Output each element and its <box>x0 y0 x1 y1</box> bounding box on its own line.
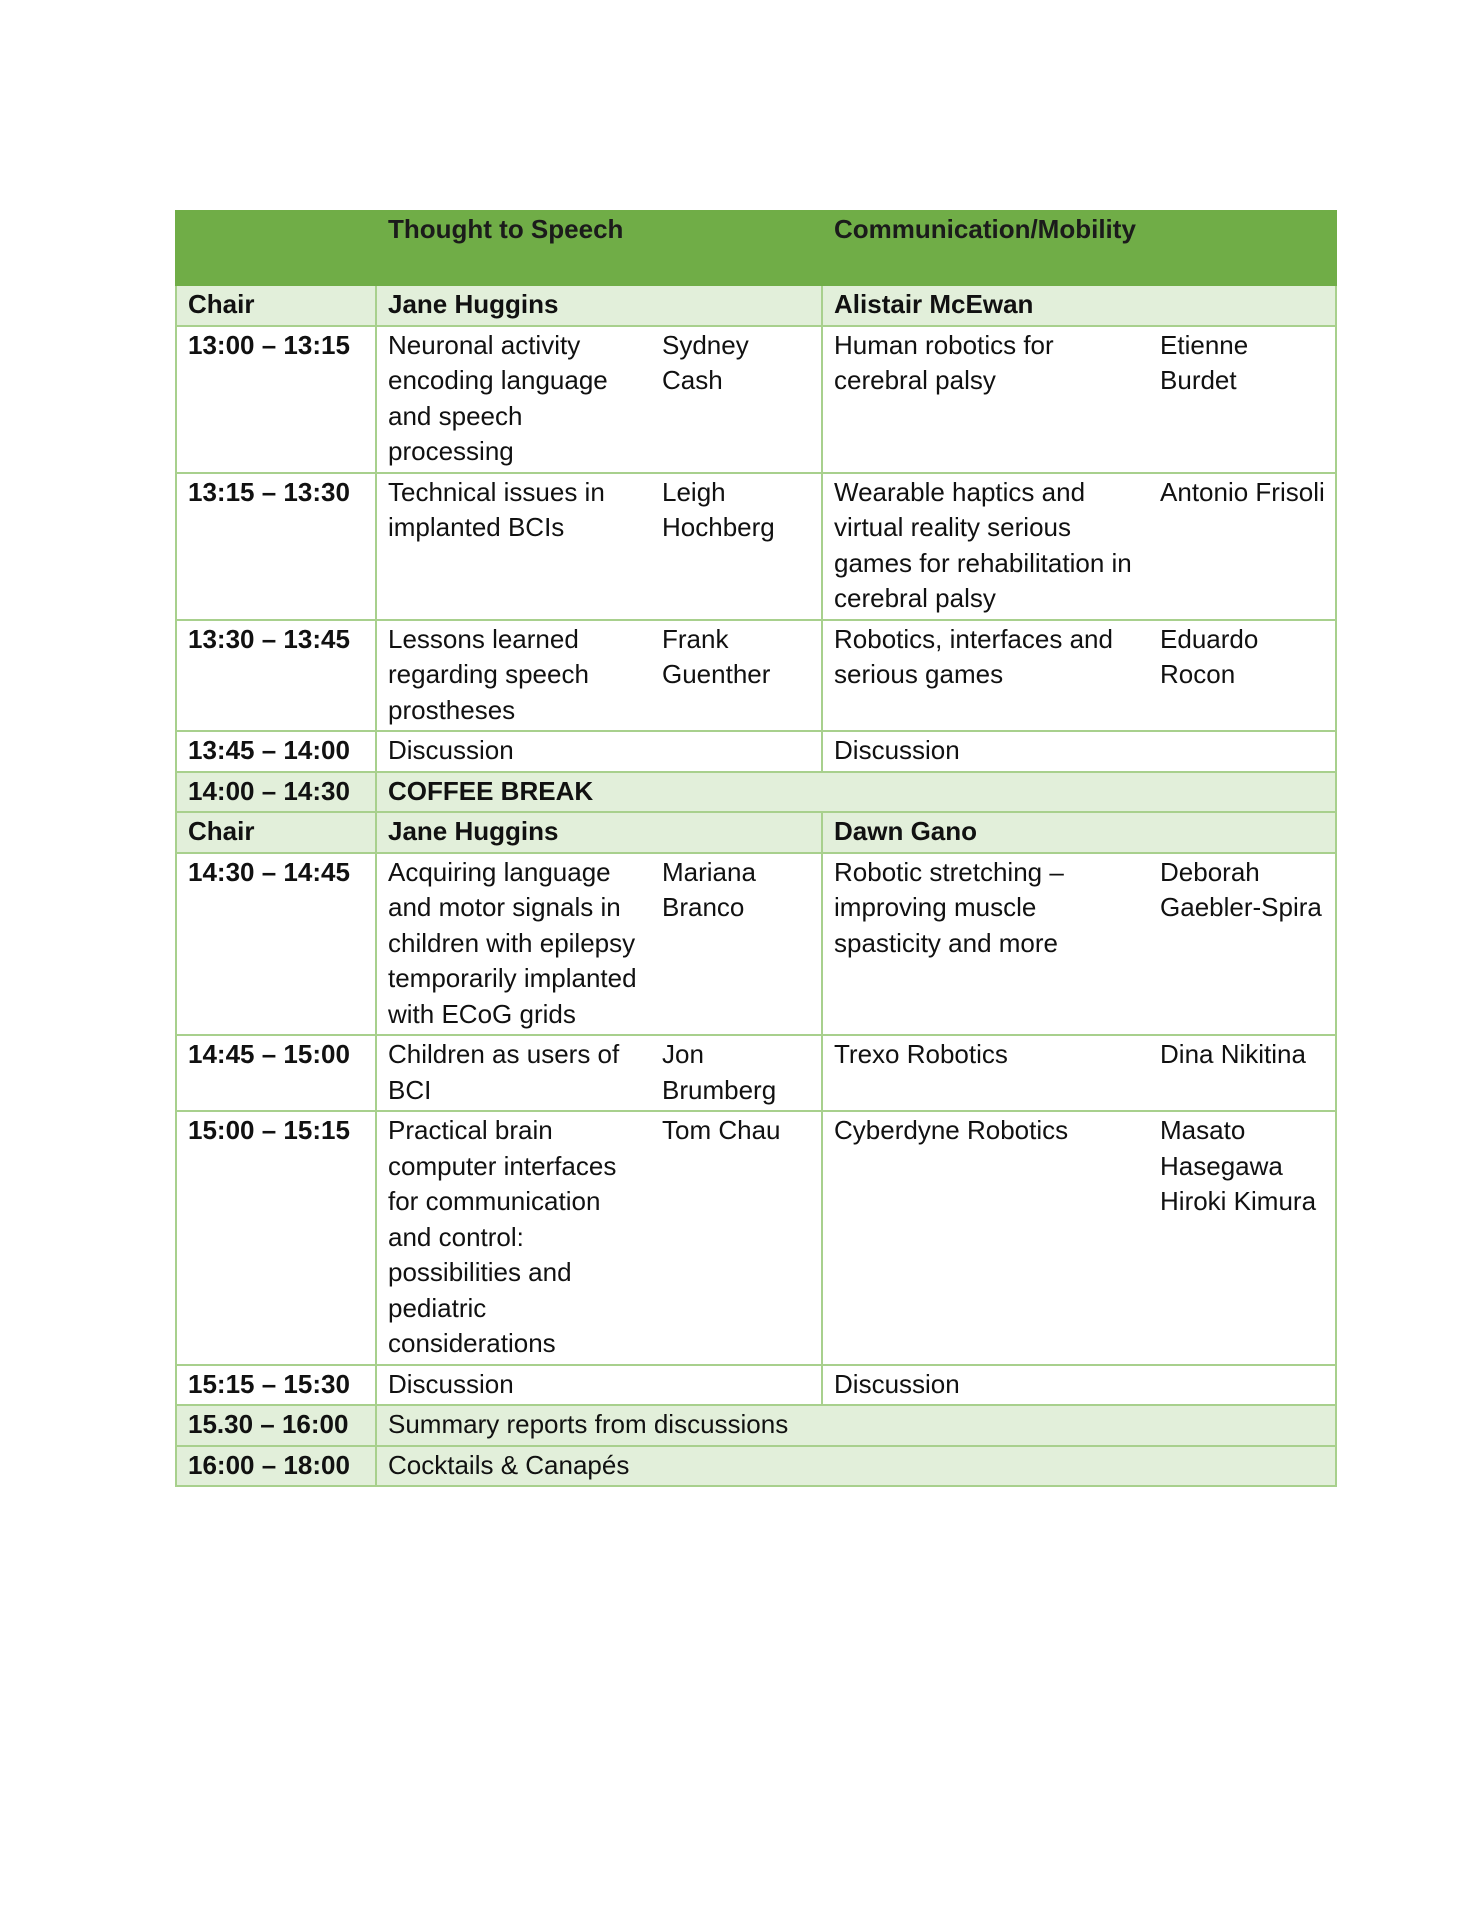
right-talk-title: Wearable haptics and virtual reality serious games for rehabilitation in cerebral palsy <box>822 473 1149 620</box>
session-time: 14:30 – 14:45 <box>176 853 376 1036</box>
left-talk-title: Neuronal activity encoding language and speech processing <box>376 326 651 473</box>
session-time: 13:15 – 13:30 <box>176 473 376 620</box>
right-talk-title: Trexo Robotics <box>822 1035 1149 1111</box>
chair-label: Chair <box>176 812 376 853</box>
left-talk-speaker: Leigh Hochberg <box>651 473 822 620</box>
session-time: 13:00 – 13:15 <box>176 326 376 473</box>
session-time: 15.30 – 16:00 <box>176 1405 376 1446</box>
cocktails-label: Cocktails & Canapés <box>376 1446 1336 1487</box>
coffee-break-row <box>176 772 1336 813</box>
left-talk-title: Acquiring language and motor signals in children with epilepsy temporarily implanted with ECoG grids <box>376 853 651 1036</box>
session-time: 14:45 – 15:00 <box>176 1035 376 1111</box>
left-discussion: Discussion <box>376 1365 822 1406</box>
right-talk-title: Cyberdyne Robotics <box>822 1111 1149 1365</box>
right-discussion: Discussion <box>822 731 1336 772</box>
right-talk-speaker: Masato Hasegawa Hiroki Kimura <box>1149 1111 1336 1365</box>
table-row <box>176 620 1336 732</box>
table-row <box>176 326 1336 473</box>
cocktails-row <box>176 1446 1336 1487</box>
schedule-table <box>175 210 1337 1487</box>
header-time-cell <box>176 211 376 285</box>
header-track-left: Thought to Speech <box>376 211 822 285</box>
chair-label: Chair <box>176 285 376 326</box>
session-time: 15:00 – 15:15 <box>176 1111 376 1365</box>
discussion-row <box>176 1365 1336 1406</box>
table-row <box>176 853 1336 1036</box>
session-time: 13:45 – 14:00 <box>176 731 376 772</box>
left-talk-speaker: Mariana Branco <box>651 853 822 1036</box>
summary-label: Summary reports from discussions <box>376 1405 1336 1446</box>
session-time: 16:00 – 18:00 <box>176 1446 376 1487</box>
left-talk-title: Lessons learned regarding speech prostheses <box>376 620 651 732</box>
left-talk-speaker: Sydney Cash <box>651 326 822 473</box>
right-talk-speaker: Deborah Gaebler-Spira <box>1149 853 1336 1036</box>
right-talk-speaker: Eduardo Rocon <box>1149 620 1336 732</box>
right-talk-speaker: Dina Nikitina <box>1149 1035 1336 1111</box>
header-track-right: Communication/Mobility <box>822 211 1336 285</box>
right-talk-speaker: Antonio Frisoli <box>1149 473 1336 620</box>
table-row <box>176 1035 1336 1111</box>
coffee-break-label: COFFEE BREAK <box>376 772 1336 813</box>
left-talk-title: Technical issues in implanted BCIs <box>376 473 651 620</box>
left-discussion: Discussion <box>376 731 822 772</box>
table-header-row <box>176 211 1336 285</box>
left-talk-speaker: Jon Brumberg <box>651 1035 822 1111</box>
chair-left-name: Jane Huggins <box>376 285 822 326</box>
right-discussion: Discussion <box>822 1365 1336 1406</box>
table-row <box>176 473 1336 620</box>
left-talk-title: Practical brain computer interfaces for communication and control: possibilities and pediatric considerations <box>376 1111 651 1365</box>
right-talk-title: Robotics, interfaces and serious games <box>822 620 1149 732</box>
left-talk-speaker: Frank Guenther <box>651 620 822 732</box>
right-talk-title: Human robotics for cerebral palsy <box>822 326 1149 473</box>
right-talk-title: Robotic stretching – improving muscle spasticity and more <box>822 853 1149 1036</box>
session-time: 14:00 – 14:30 <box>176 772 376 813</box>
chair-right-name: Alistair McEwan <box>822 285 1336 326</box>
left-talk-title: Children as users of BCI <box>376 1035 651 1111</box>
chair-row <box>176 812 1336 853</box>
table-row <box>176 1111 1336 1365</box>
session-time: 13:30 – 13:45 <box>176 620 376 732</box>
chair-row <box>176 285 1336 326</box>
left-talk-speaker: Tom Chau <box>651 1111 822 1365</box>
session-time: 15:15 – 15:30 <box>176 1365 376 1406</box>
summary-row <box>176 1405 1336 1446</box>
chair-right-name: Dawn Gano <box>822 812 1336 853</box>
right-talk-speaker: Etienne Burdet <box>1149 326 1336 473</box>
discussion-row <box>176 731 1336 772</box>
chair-left-name: Jane Huggins <box>376 812 822 853</box>
